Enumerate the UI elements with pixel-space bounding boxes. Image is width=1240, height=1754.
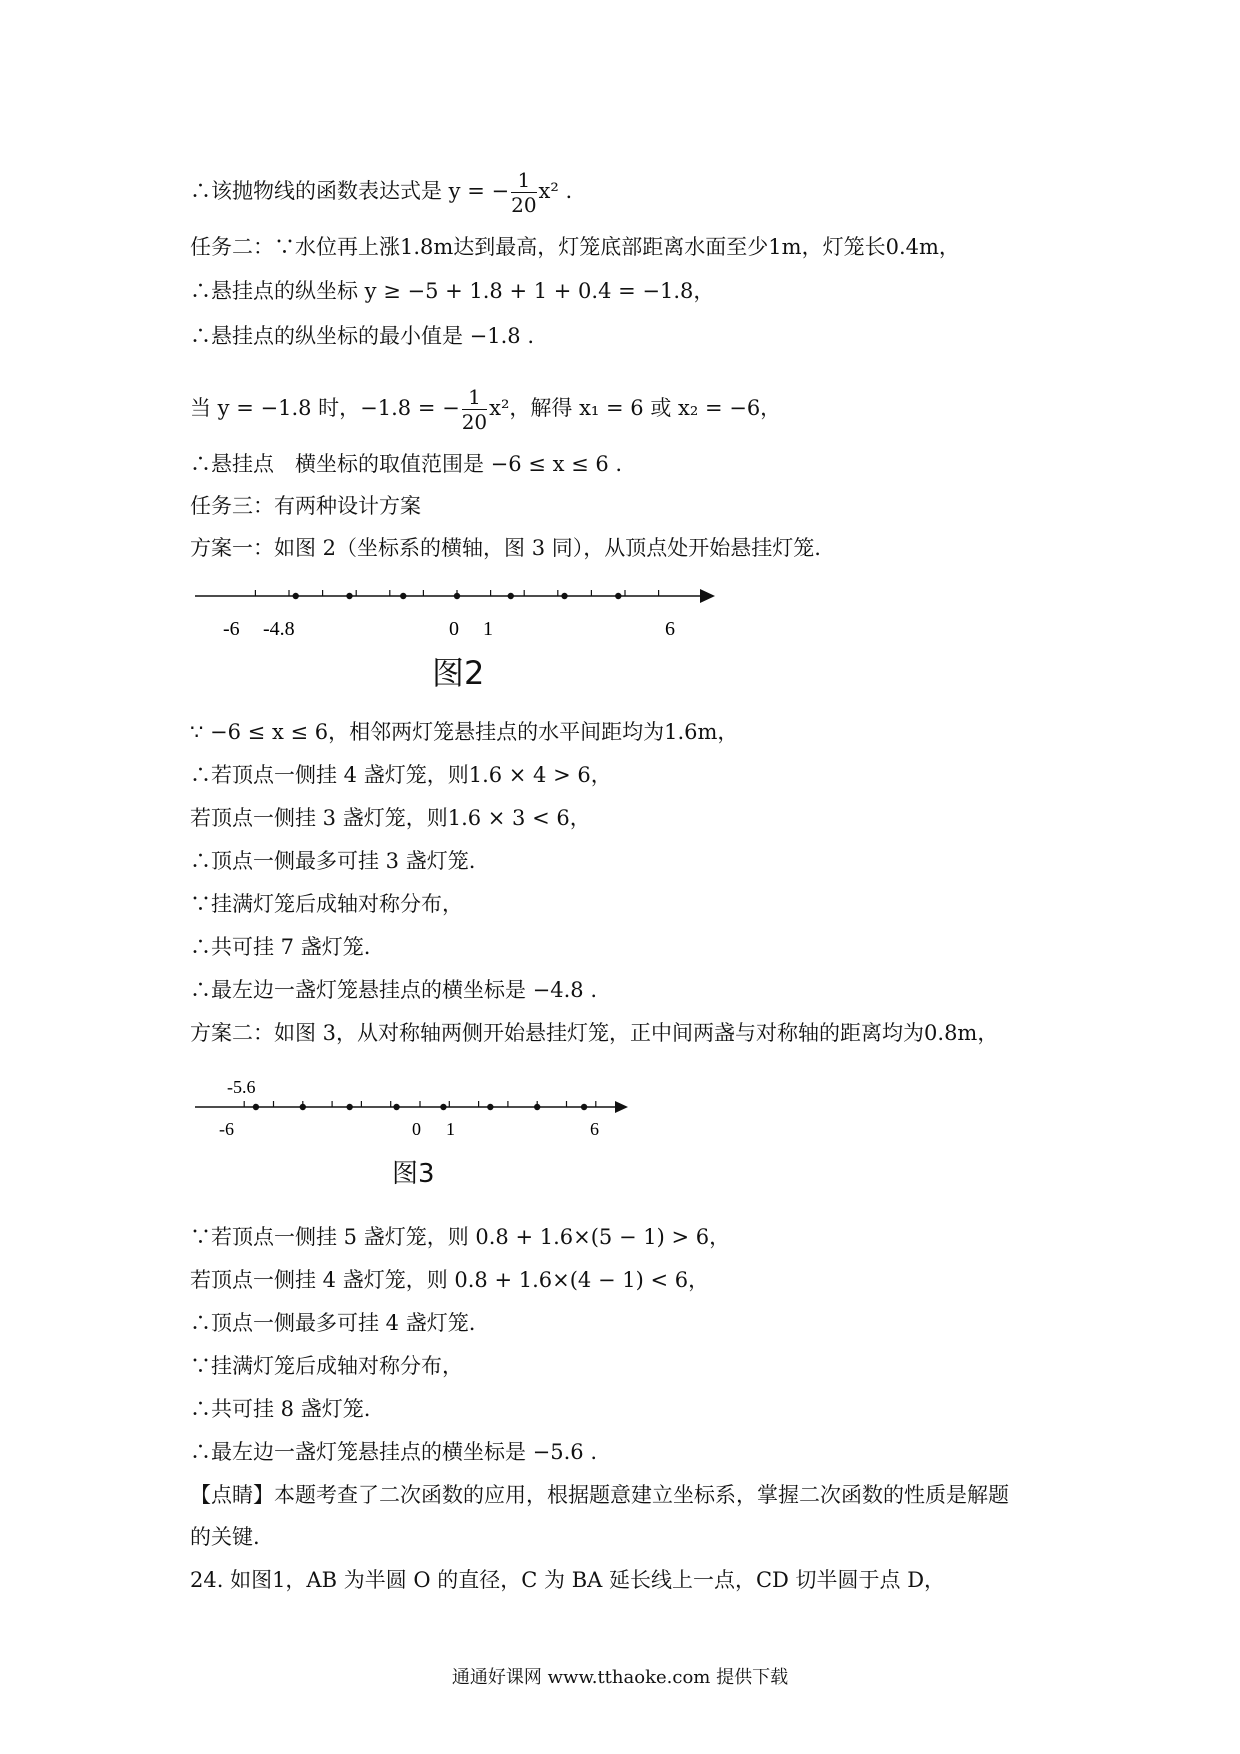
axis-arrow bbox=[615, 1101, 628, 1113]
lantern-point bbox=[508, 593, 514, 599]
lantern-point bbox=[400, 593, 406, 599]
plan2-line: 方案二：如图 3，从对称轴两侧开始悬挂灯笼，正中间两盏与对称轴的距离均为0.8m， bbox=[190, 1021, 999, 1045]
lantern-point bbox=[561, 593, 567, 599]
figure-3-number-line bbox=[195, 1075, 635, 1145]
label-6: 6 bbox=[590, 1119, 599, 1139]
lantern-point bbox=[487, 1104, 493, 1110]
lantern-point bbox=[534, 1104, 540, 1110]
label-neg5-6: -5.6 bbox=[227, 1077, 256, 1097]
plan1-line: 方案一：如图 2（坐标系的横轴，图 3 同），从顶点处开始悬挂灯笼. bbox=[190, 536, 821, 560]
lantern-point bbox=[346, 1104, 352, 1110]
task2-line: 任务二：∵水位再上涨1.8m达到最高，灯笼底部距离水面至少1m，灯笼长0.4m， bbox=[190, 235, 960, 259]
question-24-line: 24. 如图1，AB 为半圆 O 的直径，C 为 BA 延长线上一点，CD 切半圆于点 D， bbox=[190, 1568, 946, 1592]
math-line: ∴最左边一盏灯笼悬挂点的横坐标是 −4.8 . bbox=[190, 978, 598, 1002]
page-footer: 通通好课网 www.tthaoke.com 提供下载 bbox=[451, 1667, 789, 1688]
lantern-point bbox=[346, 593, 352, 599]
lantern-point bbox=[454, 593, 460, 599]
task3-heading: 任务三：有两种设计方案 bbox=[190, 494, 421, 518]
math-line: ∵ −6 ≤ x ≤ 6，相邻两灯笼悬挂点的水平间距均为1.6m， bbox=[190, 720, 739, 744]
label-1: 1 bbox=[483, 618, 493, 640]
lantern-point bbox=[293, 593, 299, 599]
label-6: 6 bbox=[665, 618, 675, 640]
math-line: 若顶点一侧挂 4 盏灯笼，则 0.8 + 1.6×(4 − 1) < 6， bbox=[190, 1268, 710, 1292]
math-line: ∴若顶点一侧挂 4 盏灯笼，则1.6 × 4 > 6， bbox=[190, 763, 612, 787]
fraction: $\frac{1}{20}$ bbox=[461, 385, 488, 434]
lantern-point bbox=[393, 1104, 399, 1110]
math-line: 当 y = −1.8 时，−1.8 = − $\frac{1}{20}$ x²，解得 x₁ = 6 或 x₂ = −6， bbox=[190, 385, 782, 434]
math-line: ∴共可挂 7 盏灯笼. bbox=[190, 935, 371, 959]
math-line: ∴顶点一侧最多可挂 4 盏灯笼. bbox=[190, 1311, 476, 1335]
math-line: ∴悬挂点的纵坐标 y ≥ −5 + 1.8 + 1 + 0.4 = −1.8， bbox=[190, 279, 715, 303]
math-line: ∵若顶点一侧挂 5 盏灯笼，则 0.8 + 1.6×(5 − 1) > 6， bbox=[190, 1225, 731, 1249]
label-0: 0 bbox=[412, 1119, 421, 1139]
label-neg6: -6 bbox=[219, 1119, 234, 1139]
lantern-point bbox=[615, 593, 621, 599]
math-line: ∵挂满灯笼后成轴对称分布， bbox=[190, 892, 463, 916]
math-line: ∴悬挂点的纵坐标的最小值是 −1.8 . bbox=[190, 324, 535, 348]
label-neg4-8: -4.8 bbox=[263, 618, 295, 640]
math-line: ∴顶点一侧最多可挂 3 盏灯笼. bbox=[190, 849, 476, 873]
label-1: 1 bbox=[446, 1119, 455, 1139]
axis-arrow bbox=[700, 589, 715, 603]
comment-line: 的关键. bbox=[190, 1525, 260, 1549]
math-line: ∴共可挂 8 盏灯笼. bbox=[190, 1397, 371, 1421]
figure-3-caption: 图3 bbox=[392, 1159, 435, 1189]
math-line: ∴最左边一盏灯笼悬挂点的横坐标是 −5.6 . bbox=[190, 1440, 598, 1464]
math-line: ∴悬挂点 横坐标的取值范围是 −6 ≤ x ≤ 6 . bbox=[190, 452, 623, 476]
lantern-point bbox=[440, 1104, 446, 1110]
math-line: 若顶点一侧挂 3 盏灯笼，则1.6 × 3 < 6， bbox=[190, 806, 591, 830]
expression-line: ∴该抛物线的函数表达式是 y = − $\frac{1}{20}$ x² . bbox=[190, 168, 573, 217]
comment-line: 【点睛】本题考查了二次函数的应用，根据题意建立坐标系，掌握二次函数的性质是解题 bbox=[190, 1483, 1009, 1507]
lantern-point bbox=[581, 1104, 587, 1110]
lantern-point bbox=[300, 1104, 306, 1110]
lantern-point bbox=[253, 1104, 259, 1110]
figure-2-caption: 图2 bbox=[432, 654, 485, 692]
label-0: 0 bbox=[449, 618, 459, 640]
figure-2-number-line bbox=[195, 580, 725, 640]
fraction: $\frac{1}{20}$ bbox=[511, 168, 537, 217]
math-line: ∵挂满灯笼后成轴对称分布， bbox=[190, 1354, 463, 1378]
label-neg6: -6 bbox=[223, 618, 240, 640]
